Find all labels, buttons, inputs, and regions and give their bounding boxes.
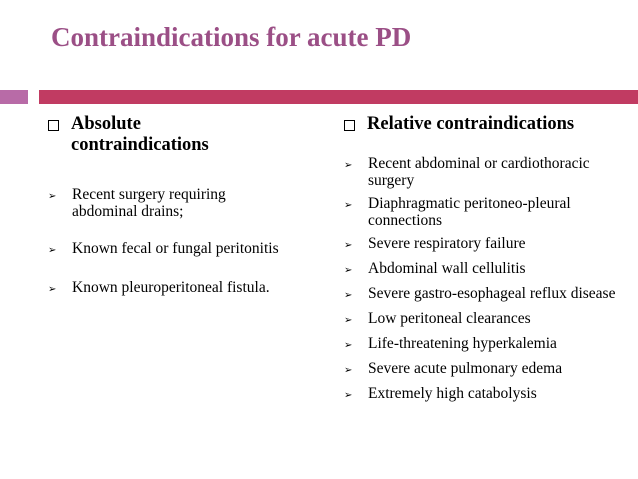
arrow-bullet-icon: ➢ [344,160,353,171]
absolute-heading [48,114,323,156]
arrow-bullet-icon: ➢ [344,240,353,251]
relative-heading-text: Relative contraindications [367,114,575,134]
list-item [344,235,634,254]
accent-bar-small [0,90,28,104]
list-item-text: Life-threatening hyperkalemia [368,335,557,352]
arrow-bullet-icon: ➢ [48,284,57,295]
list-item-text: Severe respiratory failure [368,235,526,252]
list-item [48,240,323,259]
list-item [344,360,634,379]
relative-column [344,114,634,410]
list-item [344,155,634,189]
arrow-bullet-icon: ➢ [344,390,353,401]
arrow-bullet-icon: ➢ [344,315,353,326]
list-item-text: Diaphragmatic peritoneo-pleural connections [368,195,571,229]
absolute-heading-text: Absolute contraindications [71,114,209,155]
arrow-bullet-icon: ➢ [344,340,353,351]
list-item-text: Abdominal wall cellulitis [368,260,526,277]
list-item-text: Recent abdominal or cardiothoracic surgery [368,155,590,189]
arrow-bullet-icon: ➢ [344,200,353,211]
slide-title: Contraindications for acute PD [51,22,412,52]
list-item-text: Severe gastro-esophageal reflux disease [368,285,616,302]
list-item [344,310,634,329]
list-item-text: Known fecal or fungal peritonitis [72,240,279,257]
absolute-column [48,114,323,318]
list-item [344,285,634,304]
list-item-text: Extremely high catabolysis [368,385,537,402]
accent-bar [39,90,638,104]
square-bullet-icon [344,120,355,131]
list-item-text: Known pleuroperitoneal fistula. [72,279,270,296]
list-item [344,385,634,404]
arrow-bullet-icon: ➢ [48,245,57,256]
arrow-bullet-icon: ➢ [344,365,353,376]
arrow-bullet-icon: ➢ [48,191,57,202]
list-item [48,279,323,298]
list-item-text: Severe acute pulmonary edema [368,360,563,377]
relative-heading [344,114,634,135]
list-item-text: Recent surgery requiring abdominal drains; [72,186,226,220]
list-item [344,195,634,229]
arrow-bullet-icon: ➢ [344,290,353,301]
arrow-bullet-icon: ➢ [344,265,353,276]
list-item [344,335,634,354]
list-item [48,186,323,220]
list-item-text: Low peritoneal clearances [368,310,531,327]
list-item [344,260,634,279]
square-bullet-icon [48,120,59,131]
